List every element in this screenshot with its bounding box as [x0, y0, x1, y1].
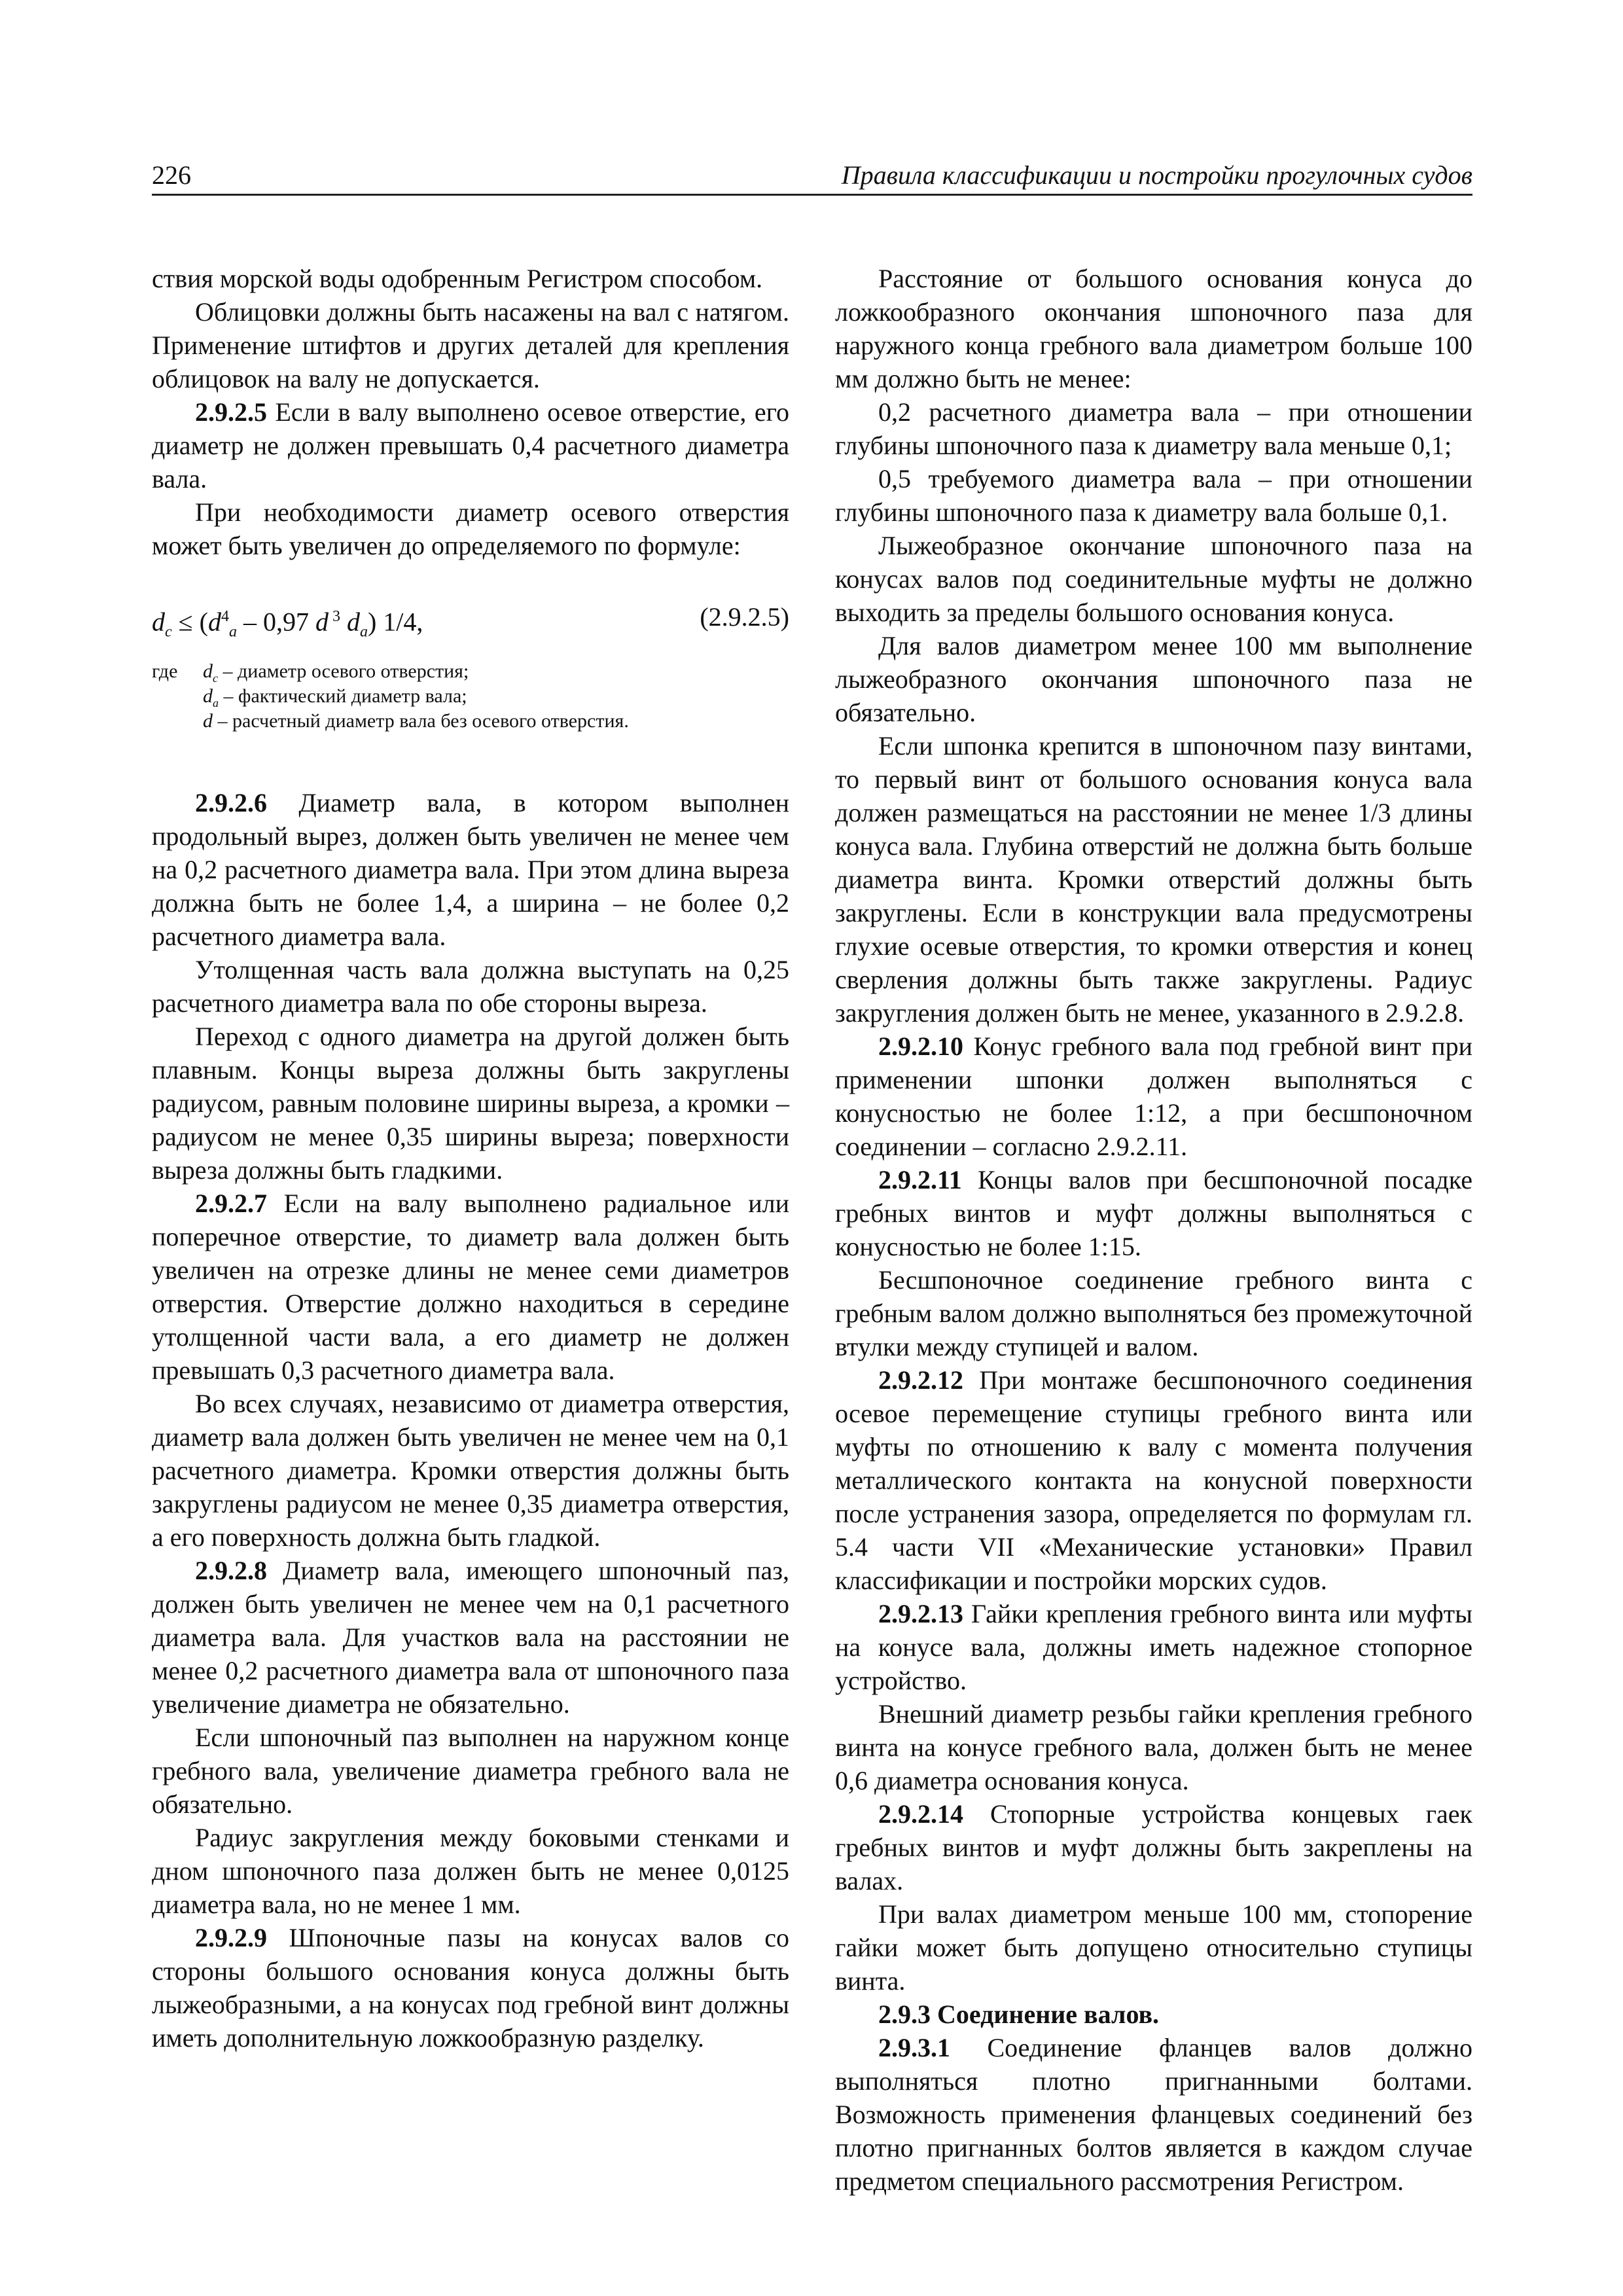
formula-number: (2.9.2.5) — [700, 602, 789, 632]
clause-number: 2.9.2.11 — [878, 1165, 962, 1194]
clause-text: Стопорные устройства концевых гаек гребных винтов и муфт должны быть закреплены на валах. — [835, 1799, 1472, 1895]
paragraph: При валах диаметром меньше 100 мм, стопорение гайки может быть допущено относительно ступицы винта. — [835, 1899, 1472, 1996]
paragraph: Если шпоночный паз выполнен на наружном конце гребного вала, увеличение диаметра гребного вала не обязательно. — [152, 1723, 789, 1819]
clause-text: Гайки крепления гребного винта или муфты на конусе вала, должны иметь надежное стопорное устройство. — [835, 1599, 1472, 1695]
paragraph: Во всех случаях, независимо от диаметра отверстия, диаметр вала должен быть увеличен не менее чем на 0,1 расчетного диаметра. Кромки отверстия должны быть закруглены радиусом не менее 0,35 диаметра отверстия, а его поверхность должна быть гладкой. — [152, 1389, 789, 1552]
clause-text: Соединение фланцев валов должно выполняться плотно пригнанными болтами. Возможность применения фланцевых соединений без плотно пригнанных болтов является в каждом случае предметом специального рассмотрения Регистром. — [835, 2033, 1472, 2196]
clause-text: Шпоночные пазы на конусах валов со стороны большого основания конуса должны быть лыжеобразными, а на конусах под гребной винт должны иметь дополнительную ложкообразную разделку. — [152, 1923, 789, 2053]
paragraph — [152, 1187, 789, 1387]
left-column — [152, 262, 789, 2054]
clause-number: 2.9.2.8 — [195, 1556, 267, 1585]
paragraph: 0,5 требуемого диаметра вала – при отношении глубины шпоночного паза к диаметру вала больше 0,1. — [835, 464, 1472, 527]
paragraph: Если шпонка крепится в шпоночном пазу винтами, то первый винт от большого основания конуса вала должен размещаться на расстоянии не менее 1/3 длины конуса вала. Глубина отверстий не должна быть больше диаметра винта. Кромки отверстий должны быть закруглены. Если в конструкции вала предусмотрены глухие осевые отверстия, то кромки отверстия и конец сверления должны быть также закруглены. Радиус закругления должен быть не менее, указанного в 2.9.2.8. — [835, 731, 1472, 1028]
clause-number: 2.9.2.6 — [195, 788, 267, 817]
paragraph — [835, 1363, 1472, 1597]
paragraph — [835, 1163, 1472, 1263]
clause-number: 2.9.2.10 — [878, 1031, 963, 1061]
paragraph: Переход с одного диаметра на другой должен быть плавным. Концы выреза должны быть закруглены радиусом, равным половине ширины выреза, а кромки – радиусом не менее 0,35 ширины выреза; поверхности выреза должны быть гладкими. — [152, 1022, 789, 1185]
paragraph: Радиус закругления между боковыми стенками и дном шпоночного паза должен быть не менее 0,0125 диаметра вала, но не менее 1 мм. — [152, 1823, 789, 1919]
paragraph: Бесшпоночное соединение гребного винта с гребным валом должно выполняться без промежуточной втулки между ступицей и валом. — [835, 1265, 1472, 1361]
page-number: 226 — [152, 160, 191, 190]
paragraph — [152, 1554, 789, 1721]
legend-item: d – расчетный диаметр вала без осевого отверстия. — [203, 710, 629, 732]
paragraph: Для валов диаметром менее 100 мм выполнение лыжеобразного окончания шпоночного паза не обязательно. — [835, 631, 1472, 727]
paragraph: Внешний диаметр резьбы гайки крепления гребного винта на конусе гребного вала, должен быть не менее 0,6 диаметра основания конуса. — [835, 1699, 1472, 1795]
right-column — [835, 262, 1472, 2198]
paragraph — [835, 2031, 1472, 2198]
clause-text: Концы валов при бесшпоночной посадке гребных винтов и муфт должны выполняться с конусностью не более 1:15. — [835, 1165, 1472, 1261]
clause-number: 2.9.2.5 — [195, 397, 267, 427]
paragraph: Лыжеобразное окончание шпоночного паза на конусах валов под соединительные муфты не должно выходить за пределы большого основания конуса. — [835, 531, 1472, 627]
paragraph: 0,2 расчетного диаметра вала – при отношении глубины шпоночного паза к диаметру вала меньше 0,1; — [835, 397, 1472, 460]
clause-number: 2.9.2.9 — [195, 1923, 267, 1952]
paragraph — [152, 1921, 789, 2054]
header-rule — [152, 194, 1472, 196]
clause-text: Конус гребного вала под гребной винт при применении шпонки должен выполняться с конусностью не более 1:12, а при бесшпоночном соединении – согласно 2.9.2.11. — [835, 1031, 1472, 1161]
paragraph: Утолщенная часть вала должна выступать на 0,25 расчетного диаметра вала по обе стороны выреза. — [152, 955, 789, 1018]
section-title: 2.9.3 Соединение валов. — [878, 2000, 1160, 2029]
running-title: Правила классификации и постройки прогулочных судов — [841, 160, 1472, 190]
page-header — [152, 160, 1472, 192]
paragraph — [835, 1797, 1472, 1897]
paragraph: Облицовки должны быть насажены на вал с натягом. Применение штифтов и других деталей для крепления облицовок на валу не допускается. — [152, 297, 789, 393]
clause-text: Если на валу выполнено радиальное или поперечное отверстие, то диаметр вала должен быть увеличен на отрезке длины не менее семи диаметров отверстия. Отверстие должно находиться в середине утолщенной части вала, а его диаметр не должен превышать 0,3 расчетного диаметра вала. — [152, 1189, 789, 1385]
formula — [152, 594, 789, 639]
clause-number: 2.9.2.14 — [878, 1799, 963, 1829]
legend-item: $d_a$ – фактический диаметр вала; — [203, 685, 467, 709]
clause-text: Если в валу выполнено осевое отверстие, его диаметр не должен превышать 0,4 расчетного диаметра вала. — [152, 397, 789, 493]
clause-text: Диаметр вала, в котором выполнен продольный вырез, должен быть увеличен не менее чем на 0,2 расчетного диаметра вала. При этом длина выреза должна быть не более 1,4, а ширина – не более 0,2 расчетного диаметра вала. — [152, 788, 789, 951]
paragraph: ствия морской воды одобренным Регистром способом. — [152, 264, 763, 293]
clause-text: При монтаже бесшпоночного соединения осевое перемещение ступицы гребного винта или муфты по отношению к валу с момента получения металлического контакта на конусной поверхности после устранения зазора, определяется по формулам гл. 5.4 части VII «Механические установки» Правил классификации и постройки морских судов. — [835, 1365, 1472, 1595]
legend-item: $d_c$ – диаметр осевого отверстия; — [203, 660, 469, 685]
clause-number: 2.9.2.12 — [878, 1365, 963, 1395]
paragraph: При необходимости диаметр осевого отверстия может быть увеличен до определяемого по формуле: — [152, 497, 789, 560]
clause-number: 2.9.2.13 — [878, 1599, 963, 1628]
clause-number: 2.9.2.7 — [195, 1189, 267, 1218]
clause-number: 2.9.3.1 — [878, 2033, 950, 2062]
paragraph — [152, 786, 789, 953]
legend-label: где — [152, 660, 178, 682]
formula-expression: $d_c \le (d^4_a - 0,97$ d $^3$ $d_a$) 1/4, — [152, 607, 423, 641]
paragraph — [835, 1030, 1472, 1163]
formula-legend — [152, 659, 789, 734]
paragraph — [152, 395, 789, 495]
clause-text: Диаметр вала, имеющего шпоночный паз, должен быть увеличен не менее чем на 0,1 расчетного диаметра вала. Для участков вала на расстоянии не менее 0,2 расчетного диаметра вала от шпоночного паза увеличение диаметра не обязательно. — [152, 1556, 789, 1719]
paragraph — [835, 1597, 1472, 1697]
paragraph: Расстояние от большого основания конуса до ложкообразного окончания шпоночного паза для наружного конца гребного вала диаметром больше 100 мм должно быть не менее: — [835, 264, 1472, 393]
